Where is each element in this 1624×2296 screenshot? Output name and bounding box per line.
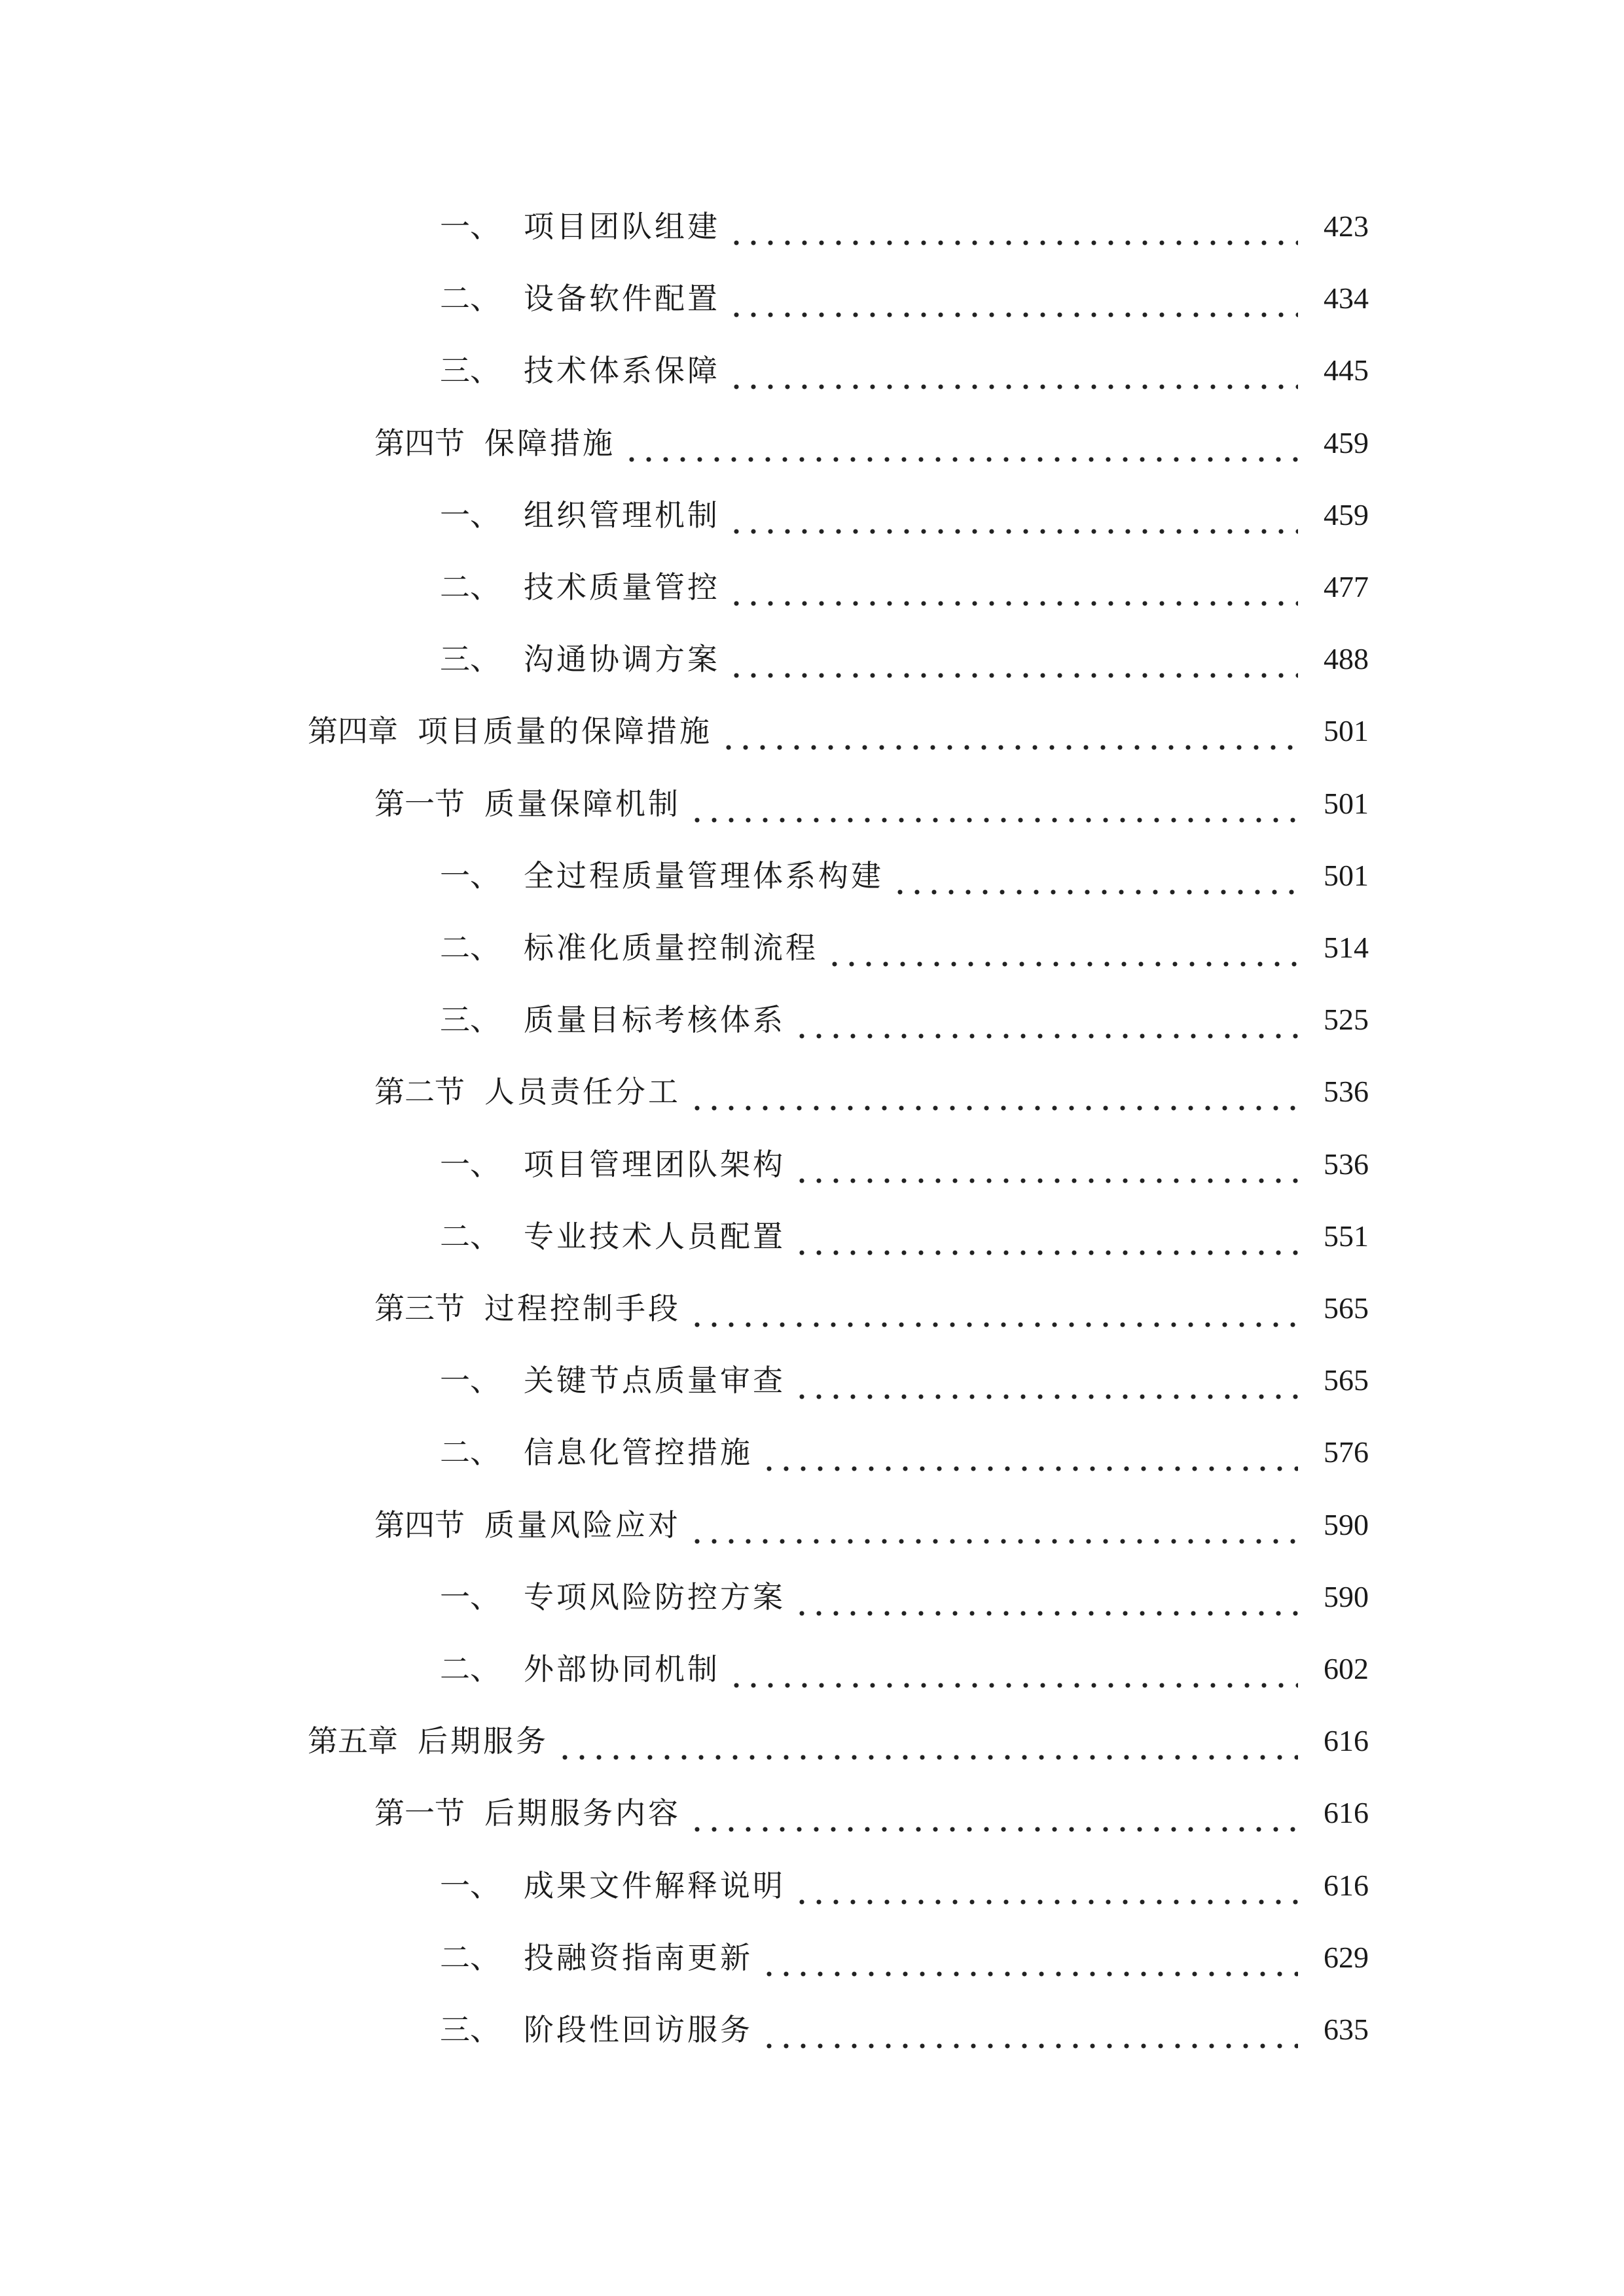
toc-entry-marker: 二、 [440,281,500,316]
toc-dot-leader [826,922,1298,974]
toc-entry-page-number: 635 [1324,2013,1369,2046]
toc-entry-title: 保障措施 [484,425,615,461]
toc-dot-leader [728,561,1298,613]
toc-dot-leader [728,633,1298,685]
toc-entry[interactable] [374,1282,1369,1335]
toc-entry-page-number: 514 [1324,931,1369,964]
toc-entry-page-number: 445 [1324,353,1369,387]
toc-entry-page-number: 459 [1324,498,1369,531]
toc-entry-page-number: 477 [1324,570,1369,603]
toc-entry[interactable] [440,1859,1369,1912]
toc-entry-title: 标准化质量控制流程 [524,930,818,965]
toc-entry-title: 专项风险防控方案 [524,1579,785,1615]
toc-entry-page-number: 616 [1324,1724,1369,1757]
toc-entry-marker: 二、 [440,1219,500,1254]
toc-dot-leader [728,489,1298,541]
toc-entry[interactable] [308,1715,1369,1767]
toc-dot-leader [761,1931,1298,1984]
toc-entry-marker: 第四节 [374,1507,465,1543]
toc-entry-title: 质量保障机制 [484,786,681,821]
toc-entry-page-number: 551 [1324,1219,1369,1253]
toc-entry-title: 质量风险应对 [484,1507,681,1543]
toc-entry-title: 关键节点质量审查 [524,1363,785,1398]
toc-entry-title: 技术质量管控 [524,569,720,605]
toc-entry[interactable] [440,489,1369,541]
toc-entry-page-number: 576 [1324,1435,1369,1469]
toc-entry-title: 过程控制手段 [484,1291,681,1326]
toc-entry[interactable] [308,705,1369,757]
toc-entry-marker: 第二节 [374,1074,465,1109]
toc-entry-marker: 一、 [440,1363,500,1398]
toc-entry-title: 项目团队组建 [524,209,720,244]
toc-entry-marker: 三、 [440,641,500,677]
toc-entry-page-number: 629 [1324,1941,1369,1974]
toc-entry-title: 后期服务内容 [484,1795,681,1831]
toc-entry[interactable] [440,994,1369,1046]
toc-entry-marker: 第四章 [308,713,398,749]
toc-entry-title: 设备软件配置 [524,281,720,316]
toc-dot-leader [793,994,1298,1046]
toc-entry-marker: 三、 [440,1002,500,1037]
toc-entry-page-number: 434 [1324,281,1369,315]
toc-entry-title: 投融资指南更新 [524,1940,753,1975]
toc-entry[interactable] [440,1426,1369,1479]
toc-dot-leader [720,705,1298,757]
toc-entry-title: 人员责任分工 [484,1074,681,1109]
toc-dot-leader [728,200,1298,253]
toc-entry[interactable] [440,1931,1369,1984]
toc-dot-leader [728,344,1298,397]
toc-dot-leader [623,417,1298,469]
toc-entry[interactable] [374,1499,1369,1551]
toc-entry-marker: 一、 [440,1147,500,1182]
toc-entry-title: 项目质量的保障措施 [418,713,712,749]
toc-entry-title: 专业技术人员配置 [524,1219,785,1254]
toc-entry-page-number: 565 [1324,1291,1369,1325]
toc-entry[interactable] [440,1210,1369,1263]
toc-dot-leader [689,1787,1298,1839]
toc-dot-leader [793,1210,1298,1263]
toc-entry[interactable] [440,200,1369,253]
toc-entry-marker: 一、 [440,209,500,244]
toc-entry-marker: 三、 [440,2012,500,2047]
toc-entry-title: 项目管理团队架构 [524,1147,785,1182]
toc-dot-leader [761,1426,1298,1479]
toc-entry-title: 沟通协调方案 [524,641,720,677]
toc-entry-page-number: 459 [1324,426,1369,459]
toc-entry-page-number: 602 [1324,1652,1369,1685]
toc-entry-marker: 三、 [440,353,500,388]
toc-dot-leader [793,1571,1298,1623]
toc-entry-title: 技术体系保障 [524,353,720,388]
toc-entry-title: 阶段性回访服务 [524,2012,753,2047]
toc-dot-leader [728,272,1298,325]
toc-entry-marker: 二、 [440,1940,500,1975]
toc-entry[interactable] [440,1354,1369,1407]
toc-entry-marker: 第五章 [308,1723,398,1759]
toc-entry[interactable] [440,1643,1369,1695]
toc-entry-page-number: 488 [1324,642,1369,675]
toc-entry-title: 全过程质量管理体系构建 [524,858,884,893]
toc-dot-leader [689,778,1298,830]
toc-entry[interactable] [440,272,1369,325]
toc-entry-page-number: 501 [1324,859,1369,892]
toc-entry-page-number: 590 [1324,1508,1369,1541]
toc-entry-marker: 一、 [440,497,500,533]
toc-entry-title: 成果文件解释说明 [524,1868,785,1903]
toc-entry[interactable] [374,1066,1369,1118]
toc-entry-marker: 一、 [440,1579,500,1615]
toc-entry-marker: 二、 [440,1435,500,1470]
toc-entry-page-number: 616 [1324,1796,1369,1829]
toc-entry[interactable] [440,561,1369,613]
toc-dot-leader [793,1354,1298,1407]
toc-entry[interactable] [440,633,1369,685]
toc-dot-leader [892,850,1298,902]
toc-entry-marker: 第一节 [374,786,465,821]
toc-entry[interactable] [440,1138,1369,1191]
toc-entry-marker: 一、 [440,858,500,893]
toc-dot-leader [728,1643,1298,1695]
toc-entry[interactable] [440,850,1369,902]
toc-entry[interactable] [440,922,1369,974]
toc-entry-marker: 二、 [440,569,500,605]
toc-dot-leader [689,1066,1298,1118]
toc-entry[interactable] [374,417,1369,469]
toc-dot-leader [689,1499,1298,1551]
toc-entry-title: 质量目标考核体系 [524,1002,785,1037]
toc-entry[interactable] [440,344,1369,397]
toc-entry-marker: 二、 [440,930,500,965]
toc-entry[interactable] [374,778,1369,830]
toc-dot-leader [761,2003,1298,2056]
toc-dot-leader [556,1715,1298,1767]
toc-entry-page-number: 590 [1324,1580,1369,1613]
toc-entry-page-number: 423 [1324,209,1369,243]
toc-dot-leader [793,1859,1298,1912]
toc-entry-title: 组织管理机制 [524,497,720,533]
toc-dot-leader [689,1282,1298,1335]
toc-entry[interactable] [440,2003,1369,2056]
toc-dot-leader [793,1138,1298,1191]
toc-entry[interactable] [374,1787,1369,1839]
toc-entry-page-number: 536 [1324,1075,1369,1108]
toc-entry-marker: 第三节 [374,1291,465,1326]
toc-entry-marker: 一、 [440,1868,500,1903]
toc-entry-marker: 二、 [440,1651,500,1687]
toc-entry-page-number: 565 [1324,1363,1369,1397]
toc-entry-title: 外部协同机制 [524,1651,720,1687]
toc-entry-title: 信息化管控措施 [524,1435,753,1470]
toc-entry-page-number: 501 [1324,787,1369,820]
toc-entry-marker: 第一节 [374,1795,465,1831]
toc-entry[interactable] [440,1571,1369,1623]
toc-entry-title: 后期服务 [418,1723,549,1759]
toc-entry-page-number: 616 [1324,1869,1369,1902]
toc-entry-marker: 第四节 [374,425,465,461]
toc-entry-page-number: 525 [1324,1003,1369,1036]
toc-entry-page-number: 536 [1324,1147,1369,1181]
toc-entry-page-number: 501 [1324,714,1369,747]
